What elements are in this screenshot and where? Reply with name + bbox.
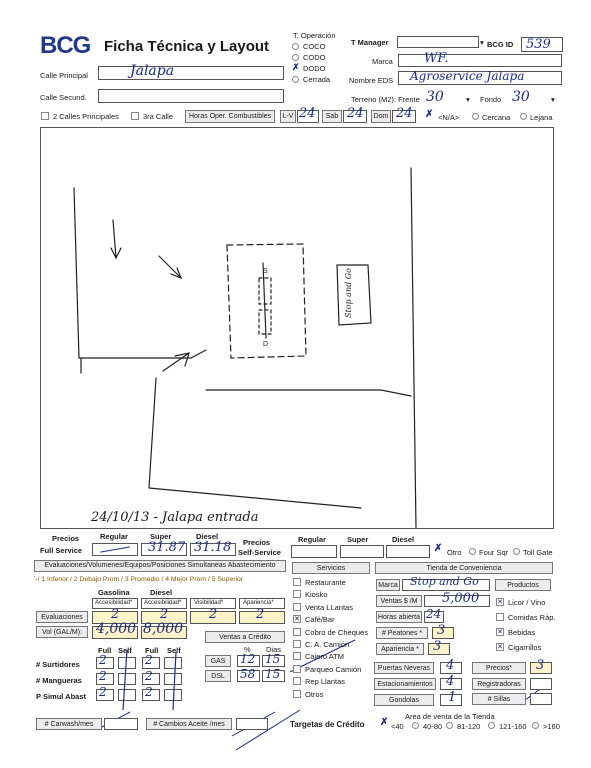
tienda-apariencia-value: 3 <box>433 639 442 654</box>
carwash-label: # Carwash/mes <box>36 718 102 730</box>
servicio-checkbox-9[interactable] <box>293 690 301 698</box>
puertas-label: Puertas Neveras <box>374 662 434 674</box>
servicio-checkbox-4[interactable] <box>293 628 301 636</box>
area-label-0: <40 <box>391 722 404 731</box>
ventas-value: 5,000 <box>442 591 480 606</box>
simul-self-value: 2 <box>145 685 153 699</box>
ventas-credito-label: Ventas a Crédito <box>205 631 285 643</box>
otro-label: Otro <box>447 548 462 557</box>
peatones-value: 3 <box>437 623 446 638</box>
terreno-label: Terreno (M2): Frente <box>351 95 420 104</box>
servicio-label-2: Venta LLantas <box>305 602 353 612</box>
surtidores-label: # Surtidores <box>36 660 80 669</box>
area-radio-2[interactable] <box>446 722 453 729</box>
horas-abierta-value: 24 <box>426 607 442 621</box>
producto-label-1: Comidas Ráp. <box>508 613 556 622</box>
eval-value-2: 2 <box>160 607 169 622</box>
simul-label: P Simul Abast <box>36 692 87 701</box>
lejana-radio[interactable] <box>520 113 527 120</box>
producto-checkbox-1[interactable] <box>496 613 504 621</box>
full-header-2: Full <box>145 646 159 655</box>
four-sqr-radio[interactable] <box>469 548 476 555</box>
tienda-precios-value: 3 <box>536 658 545 673</box>
op-radio-coco[interactable] <box>292 43 299 50</box>
simul-self-field-2[interactable] <box>164 689 182 701</box>
servicio-checkbox-8[interactable] <box>293 677 301 685</box>
tarjetas-label: Targetas de Crédito <box>290 720 365 729</box>
lejana-label: Lejana <box>530 113 553 122</box>
tercera-calle-label: 3ra Calle <box>143 112 174 121</box>
area-label-4: >160 <box>543 722 560 731</box>
self-diesel-header: Diesel <box>392 535 415 544</box>
calle-principal-value: Jalapa <box>130 63 175 79</box>
self-header-2: Self <box>167 646 181 655</box>
price-super-header: Super <box>150 532 172 541</box>
area-radio-3[interactable] <box>488 722 495 729</box>
registradoras-label: Registradoras <box>472 678 526 690</box>
servicio-label-1: Kiosko <box>305 590 328 600</box>
na-selected-mark-icon[interactable]: ✗ <box>425 109 434 120</box>
toll-gate-label: Toll Gate <box>523 548 553 557</box>
brand-logo: BCG <box>40 32 91 59</box>
producto-checkbox-3[interactable]: ✕ <box>497 644 503 651</box>
full-diesel-value: 31.18 <box>194 540 232 555</box>
dos-calles-checkbox[interactable] <box>41 112 49 120</box>
simul-self-field[interactable] <box>118 689 136 701</box>
servicio-label-6: Cajero ATM <box>305 652 345 662</box>
puertas-value: 4 <box>446 658 455 673</box>
calle-principal-field[interactable] <box>98 66 284 80</box>
sketch-date-note: 24/10/13 - Jalapa entrada <box>91 510 259 525</box>
gondolas-label: Gondolas <box>374 694 434 706</box>
servicio-checkbox-6[interactable] <box>293 652 301 660</box>
op-label-dodo: DODO <box>303 64 326 73</box>
full-super-value: 31.87 <box>148 540 186 555</box>
precios-label-2: Precios <box>243 538 271 547</box>
tercera-calle-checkbox[interactable] <box>131 112 139 120</box>
sab-value: 24 <box>347 106 364 121</box>
estacion-label: Estacionamientos <box>374 678 436 690</box>
form-title: Ficha Técnica y Layout <box>104 38 270 55</box>
servicios-heading: Servicios <box>292 562 370 574</box>
servicio-checkbox-2[interactable] <box>293 603 301 611</box>
marca-field[interactable] <box>398 54 562 67</box>
evaluations-scale: '-/ 1 Inferior / 2 Debajo Prom / 3 Promedio / 4 Mejor Prom / 5 Superior <box>34 576 244 583</box>
dom-label: Dom <box>371 110 391 123</box>
marca-value: WF. <box>424 51 449 66</box>
area-radio-1[interactable] <box>412 722 419 729</box>
otro-selected-mark-icon[interactable]: ✗ <box>434 543 443 554</box>
producto-checkbox-2[interactable]: ✕ <box>497 629 503 636</box>
t-manager-chevron-icon: ▾ <box>480 38 484 47</box>
bcg-id-label: BCG ID <box>487 40 514 49</box>
carwash-field[interactable] <box>104 718 138 730</box>
servicio-label-8: Rep Llantas <box>305 677 346 687</box>
tienda-apariencia-label: Apariencia * <box>376 643 424 655</box>
sillas-field[interactable] <box>530 693 552 705</box>
calle-principal-label: Calle Principal <box>40 71 88 80</box>
sillas-label: # Sillas <box>472 693 526 705</box>
gasolina-header: Gasolina <box>98 588 130 597</box>
dos-calles-label: 2 Calles Principales <box>53 112 119 121</box>
t-manager-label: T Manager <box>351 38 389 47</box>
diesel-header: Diesel <box>150 588 173 597</box>
na-label: <N/A> <box>438 113 460 122</box>
dsl-pct-value: 58 <box>240 667 256 681</box>
layout-sketch-area[interactable] <box>40 127 554 529</box>
op-label-codo: CODO <box>303 53 326 62</box>
cambios-aceite-field[interactable] <box>236 718 268 730</box>
price-diesel-header: Diesel <box>196 532 219 541</box>
price-regular-header: Regular <box>100 532 128 541</box>
op-radio-codo[interactable] <box>292 54 299 61</box>
vol-dsl-value: 8,000 <box>143 621 184 637</box>
mangueras-label: # Mangueras <box>36 676 82 685</box>
cambios-aceite-label: # Cambios Aceite /mes <box>146 718 232 730</box>
producto-label-3: Cigarrillos <box>508 643 542 652</box>
servicio-label-9: Otros <box>305 689 324 699</box>
tienda-heading: Tienda de Conveniencia <box>375 562 553 574</box>
area-venta-label: Area de venta de la Tienda <box>405 712 495 721</box>
gas-pct-value: 12 <box>240 652 256 666</box>
self-regular-field[interactable] <box>291 545 337 558</box>
surtidores-self-field[interactable] <box>118 657 136 669</box>
marca-label: Marca <box>372 57 393 66</box>
area-radio-4[interactable] <box>532 722 539 729</box>
vol-label: Vol (GAL/M): <box>36 626 88 638</box>
bcg-id-value: 539 <box>526 37 551 52</box>
dsl-dias-value: 15 <box>265 667 281 681</box>
evaluations-heading: Evaluaciones/Volumenes/Equipos/Posiciones Simultaneas Abastecimiento <box>34 560 286 572</box>
producto-checkbox-0[interactable]: ✕ <box>497 599 503 606</box>
lv-label: L-V <box>280 110 296 123</box>
full-service-label: Full Service <box>40 546 83 555</box>
dsl-label: DSL <box>205 670 231 682</box>
acces-dsl-header: Accesibilidad* <box>141 598 187 609</box>
peatones-label: # Peatones * <box>376 627 428 639</box>
gondolas-value: 1 <box>448 690 457 705</box>
tienda-marca-label: Marca <box>376 579 400 591</box>
self-regular-header: Regular <box>298 535 326 544</box>
servicio-label-7: Parqueo Camión <box>305 664 362 674</box>
lv-value: 24 <box>299 106 316 121</box>
surtidores-self-field-2[interactable] <box>164 657 182 669</box>
eval-value-3: 2 <box>209 607 218 622</box>
gas-label: GAS <box>205 655 231 667</box>
horas-oper-button[interactable]: Horas Oper. Combustibles <box>185 110 275 123</box>
self-super-field[interactable] <box>340 545 384 558</box>
self-super-header: Super <box>347 535 369 544</box>
pct-header: % <box>244 645 251 654</box>
visibilidad-header: Visibilidad* <box>190 598 236 609</box>
calle-secund-field[interactable] <box>98 89 284 103</box>
toll-gate-radio[interactable] <box>513 548 520 555</box>
servicio-checkbox-3[interactable]: ✕ <box>294 616 300 624</box>
servicio-label-0: Restaurante <box>305 578 346 587</box>
frente-chevron-icon: ▾ <box>466 95 470 104</box>
servicio-checkbox-1[interactable] <box>293 590 301 598</box>
precios-label: Precios <box>52 534 80 543</box>
estacion-value: 4 <box>446 674 455 689</box>
nombre-eds-value: Agroservice Jalapa <box>410 69 525 83</box>
servicio-label-5: C. A. Camión <box>305 640 350 649</box>
cercana-radio[interactable] <box>472 113 479 120</box>
eval-value-1: 2 <box>111 607 120 622</box>
sketch-dispenser-d-text: D <box>263 341 269 348</box>
vol-gas-value: 4,000 <box>96 621 137 637</box>
producto-label-0: Licor / Vino <box>508 598 546 607</box>
producto-label-2: Bebidas <box>508 628 536 637</box>
mangueras-full-value: 2 <box>99 669 107 683</box>
fondo-chevron-icon: ▾ <box>551 95 555 104</box>
eval-value-4: 2 <box>256 607 265 622</box>
servicio-label-3: Café/Bar <box>305 615 335 625</box>
servicio-label-4: Cobro de Cheques <box>305 627 368 637</box>
sketch-dispenser-s-text: S <box>263 268 268 275</box>
area-label-3: 121-160 <box>499 722 527 731</box>
op-label-cerrada: Cerrada <box>303 75 331 84</box>
full-header-1: Full <box>98 646 112 655</box>
frente-value[interactable]: 30 <box>426 89 444 105</box>
tienda-marca-value: Stop and Go <box>410 575 479 588</box>
surtidores-full-value: 2 <box>99 653 107 667</box>
area-label-1: 40-80 <box>423 722 443 731</box>
four-sqr-label: Four Sqr <box>479 548 509 557</box>
evaluaciones-label: Evaluaciones <box>36 611 88 623</box>
servicio-checkbox-0[interactable] <box>293 578 301 586</box>
self-diesel-field[interactable] <box>386 545 430 558</box>
surtidores-self-value: 2 <box>145 653 153 667</box>
sketch-tienda-text: Stop and Go <box>344 268 353 318</box>
calle-secund-label: Calle Secund. <box>40 93 87 102</box>
simul-full-value: 2 <box>99 685 107 699</box>
t-operacion-label: T. Operación <box>293 31 336 40</box>
area-label-2: 81-120 <box>457 722 481 731</box>
tienda-precios-label: Precios* <box>472 662 526 674</box>
mangueras-self-field-2[interactable] <box>164 673 182 685</box>
ventas-label: Ventas $ /M <box>376 595 422 607</box>
sab-label: Sab <box>322 110 342 123</box>
op-radio-cerrada[interactable] <box>292 76 299 83</box>
servicio-checkbox-7[interactable] <box>293 665 301 673</box>
acces-gas-header: Accesibilidad* <box>92 598 138 609</box>
mangueras-self-value: 2 <box>145 669 153 683</box>
registradoras-field[interactable] <box>530 678 552 690</box>
nombre-eds-label: Nombre EDS <box>349 76 394 85</box>
gas-dias-value: 15 <box>265 652 281 666</box>
horas-abierta-label: Horas abierta <box>376 611 422 623</box>
cercana-label: Cercana <box>482 113 511 122</box>
t-manager-select[interactable] <box>397 36 479 48</box>
op-label-coco: COCO <box>303 42 326 51</box>
fondo-label: Fondo <box>480 95 502 104</box>
productos-label: Productos <box>495 579 551 591</box>
area-radio-0[interactable]: ✗ <box>380 717 389 728</box>
apariencia-header: Apariencia* <box>239 598 285 609</box>
mangueras-self-field[interactable] <box>118 673 136 685</box>
fondo-value[interactable]: 30 <box>512 89 530 105</box>
dias-header: Dias <box>266 645 282 654</box>
layout-sketch-drawing <box>41 128 555 530</box>
dom-value: 24 <box>396 106 413 121</box>
self-service-label: Self-Service <box>238 548 281 557</box>
op-radio-dodo[interactable]: ✗ <box>292 62 300 72</box>
self-header-1: Self <box>118 646 132 655</box>
servicio-checkbox-5[interactable] <box>293 640 301 648</box>
